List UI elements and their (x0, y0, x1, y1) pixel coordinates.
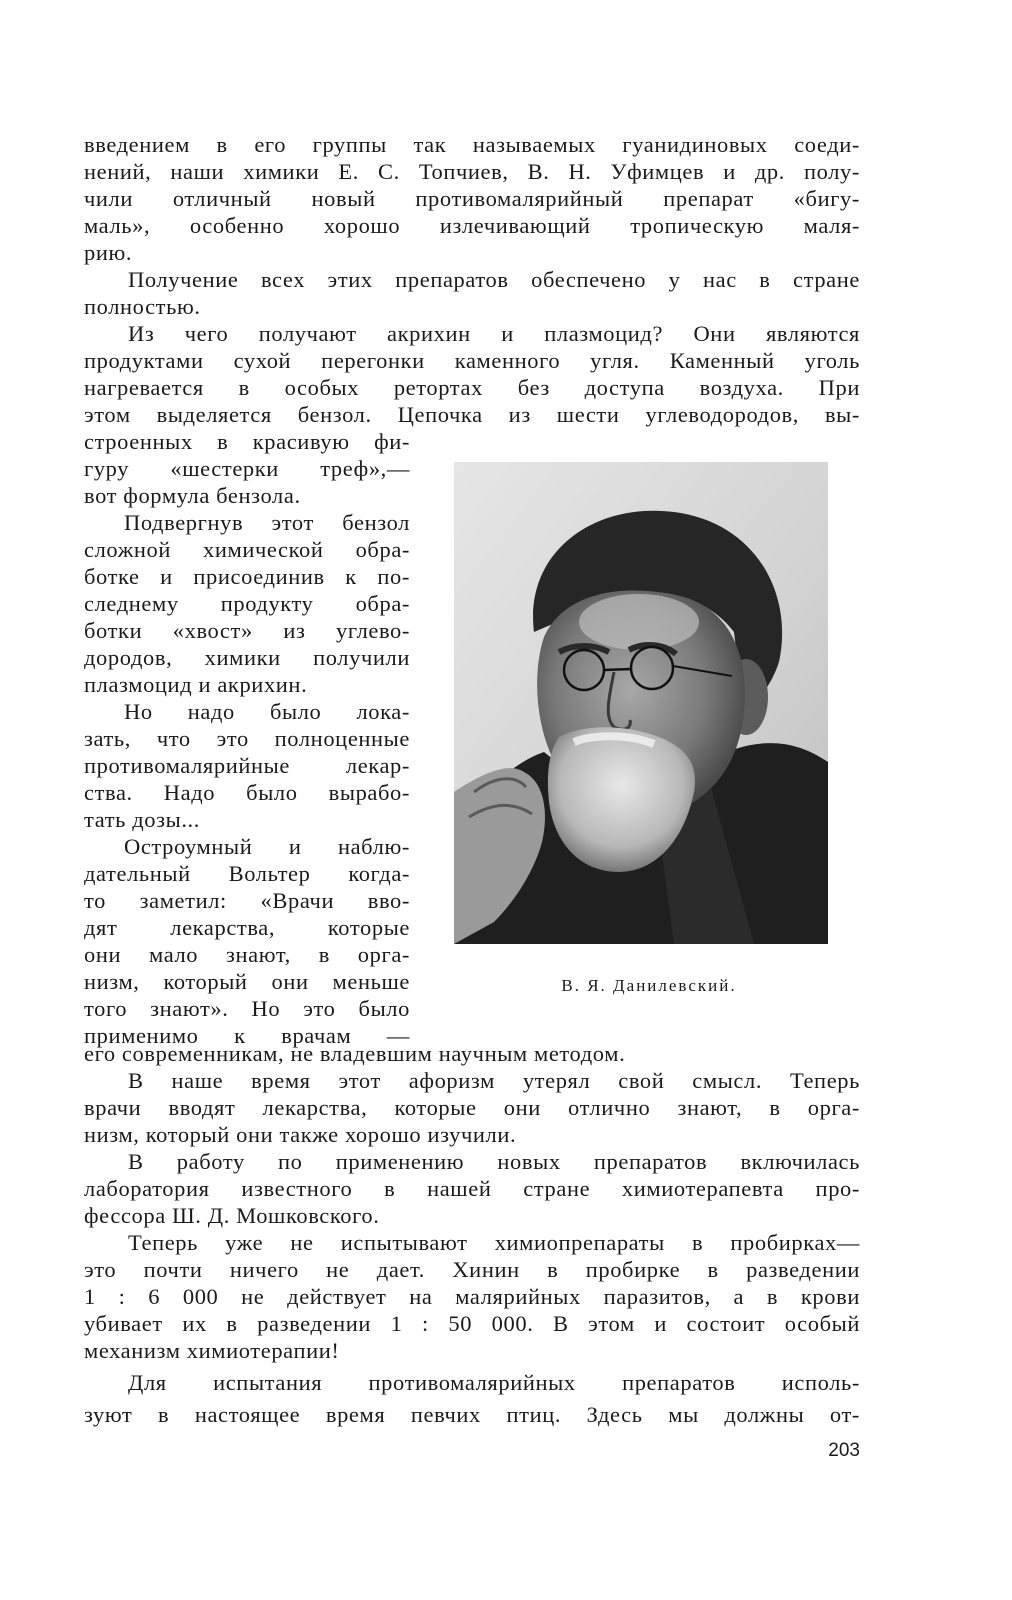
text-line: строенных в красивую фи- (84, 429, 410, 454)
text-line: это почти ничего не дает. Хинин в пробирке в разведении (84, 1257, 860, 1282)
text-line: Для испытания противомалярийных препаратов исполь- (128, 1370, 860, 1395)
text-line: этом выделяется бензол. Цепочка из шести углеводородов, вы- (84, 402, 860, 427)
text-line: зуют в настоящее время певчих птиц. Здесь мы должны от- (84, 1402, 860, 1427)
text-line: применимо к врачам — (84, 1023, 410, 1048)
text-line: ботки «хвост» из углево- (84, 618, 410, 643)
text-line: нагревается в особых ретортах без доступа воздуха. При (84, 375, 860, 400)
text-line: В работу по применению новых препаратов включилась (128, 1149, 860, 1174)
text-line: 1 : 6 000 не действует на малярийных паразитов, а в крови (84, 1284, 860, 1309)
text-line: продуктами сухой перегонки каменного угля. Каменный уголь (84, 348, 860, 373)
text-line: противомалярийные лекар- (84, 753, 410, 778)
text-line: плазмоцид и акрихин. (84, 672, 308, 697)
text-line: дательный Вольтер когда- (84, 861, 410, 886)
text-line: введением в его группы так называемых гуанидиновых соеди- (84, 132, 860, 157)
text-line: тать дозы... (84, 807, 201, 832)
text-line: низм, который они также хорошо изучили. (84, 1122, 517, 1147)
text-line: Из чего получают акрихин и плазмоцид? Они являются (128, 321, 860, 346)
text-line: Но надо было лока- (124, 699, 410, 724)
text-line: следнему продукту обра- (84, 591, 410, 616)
text-line: врачи вводят лекарства, которые они отлично знают, в орга- (84, 1095, 860, 1120)
text-line: убивает их в разведении 1 : 50 000. В этом и состоит особый (84, 1311, 860, 1336)
portrait-photo (454, 462, 828, 944)
text-line: нений, наши химики Е. С. Топчиев, В. Н. Уфимцев и др. полу- (84, 159, 860, 184)
text-line: лаборатория известного в нашей стране химиотерапевта про- (84, 1176, 860, 1201)
text-line: ства. Надо было вырабо- (84, 780, 410, 805)
text-line: В наше время этот афоризм утерял свой смысл. Теперь (128, 1068, 860, 1093)
text-line: зать, что это полноценные (84, 726, 410, 751)
text-line: Получение всех этих препаратов обеспечено у нас в стране (128, 267, 860, 292)
text-line: Остроумный и наблю- (124, 834, 410, 859)
text-line: Подвергнув этот бензол (124, 510, 410, 535)
text-line: маль», особенно хорошо излечивающий тропическую маля- (84, 213, 860, 238)
text-line: ботке и присоединив к по- (84, 564, 410, 589)
photo-caption: В. Я. Данилевский. (561, 976, 737, 995)
text-line: полностью. (84, 294, 201, 319)
text-line: гуру «шестерки треф»,— (84, 456, 410, 481)
text-line: то заметил: «Врачи вво- (84, 888, 410, 913)
text-line: сложной химической обра- (84, 537, 410, 562)
text-line: они мало знают, в орга- (84, 942, 410, 967)
text-line: механизм химиотерапии! (84, 1338, 340, 1363)
text-line: дят лекарства, которые (84, 915, 410, 940)
page-number: 203 (828, 1440, 860, 1461)
text-line: дородов, химики получили (84, 645, 410, 670)
text-line: того знают». Но это было (84, 996, 410, 1021)
text-line: вот формула бензола. (84, 483, 301, 508)
text-line: Теперь уже не испытывают химиопрепараты в пробирках— (128, 1230, 860, 1255)
text-line: чили отличный новый противомалярийный препарат «бигу- (84, 186, 860, 211)
text-line: рию. (84, 240, 133, 265)
text-line: фессора Ш. Д. Мошковского. (84, 1203, 380, 1228)
text-line: низм, который они меньше (84, 969, 410, 994)
text-line: его современникам, не владевшим научным методом. (84, 1041, 626, 1066)
